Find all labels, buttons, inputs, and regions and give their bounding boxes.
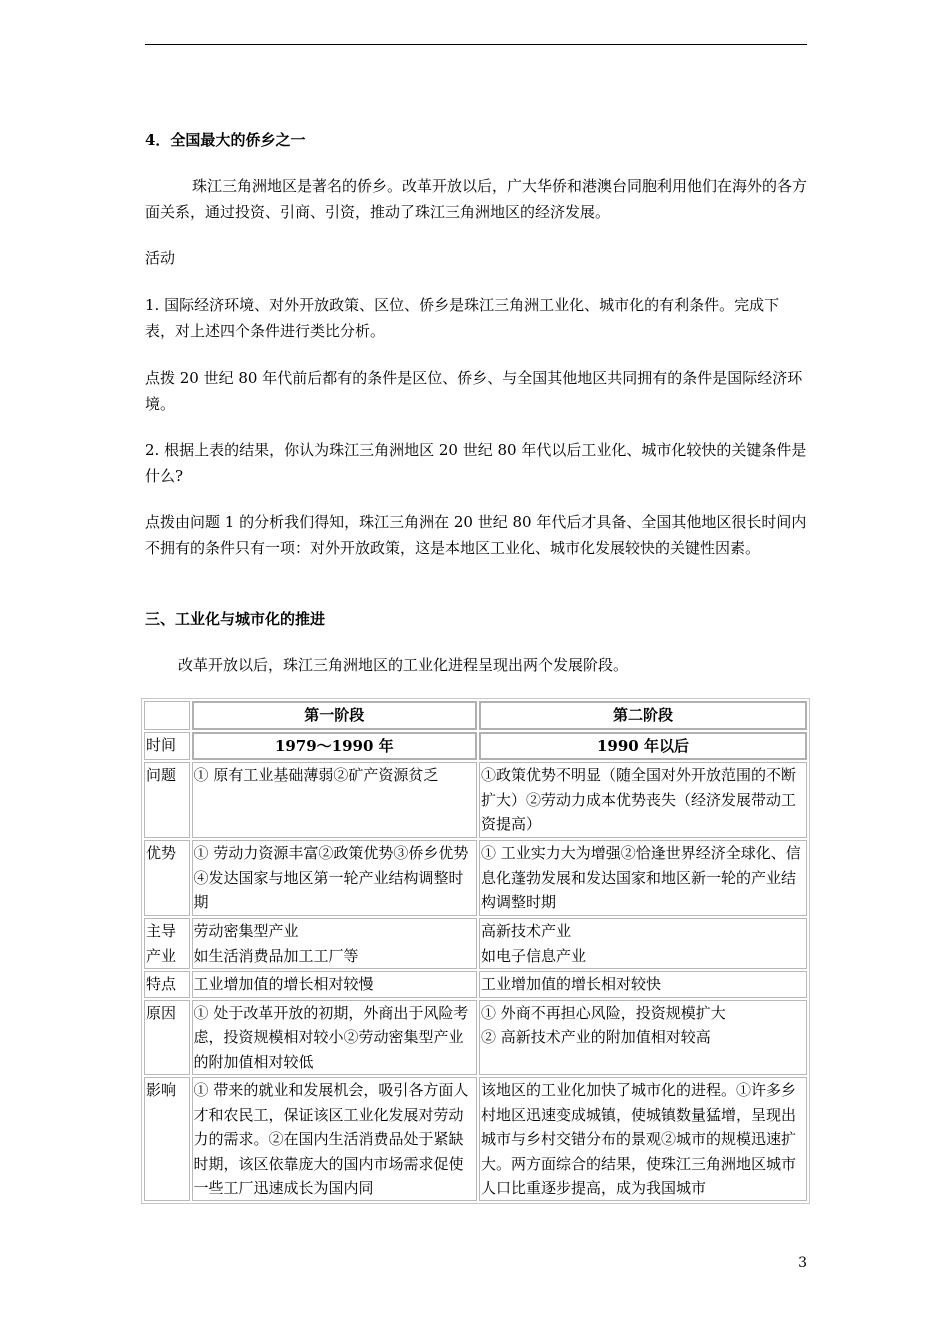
leading-industry-stage-1-example: 如生活消费品加工工厂等 <box>193 946 359 965</box>
table-row-advantage <box>144 840 807 916</box>
feature-stage-2: 工业增加值的增长相对较快 <box>479 971 807 998</box>
time-stage-2: 1990 年以后 <box>479 732 807 761</box>
row-label: 时间 <box>144 732 190 761</box>
table-row-reason <box>144 1000 807 1076</box>
impact-stage-2-text: 该地区的工业化加快了城市化的进程。①许多乡村地区迅速变成城镇，使城镇数量猛增，呈现出城市与乡村交错分布的景观②城市的规模迅速扩大。两方面综合的结果，使珠江三角洲地区城市人口比重逐步提高，成为我国城市 <box>481 1081 797 1197</box>
row-label: 问题 <box>144 762 190 838</box>
header-rule <box>145 44 807 45</box>
leading-industry-stage-1 <box>192 918 477 969</box>
leading-industry-stage-1-type: 劳动密集型产业 <box>193 922 299 940</box>
page-number: 3 <box>798 1255 807 1271</box>
table-header-stage-1: 第一阶段 <box>192 701 477 730</box>
table-row-impact <box>144 1077 807 1201</box>
table-header-row <box>144 701 807 730</box>
industrialization-stages-table <box>141 698 810 1204</box>
section-3-heading: 三、工业化与城市化的推进 <box>145 610 326 628</box>
activity-hint-1: 点拨 20 世纪 80 年代前后都有的条件是区位、侨乡、与全国其他地区共同拥有的条件是国际经济环境。 <box>145 369 803 413</box>
activity-label: 活动 <box>145 249 176 267</box>
table-row-problem <box>144 762 807 838</box>
row-label: 优势 <box>144 840 190 916</box>
section-3-intro: 改革开放以后，珠江三角洲地区的工业化进程呈现出两个发展阶段。 <box>178 656 629 674</box>
reason-stage-2-item-2: ② 高新技术产业的附加值相对较高 <box>481 1028 711 1046</box>
table-header-corner <box>144 701 190 730</box>
activity-hint-2: 点拨由问题 1 的分析我们得知，珠江三角洲在 20 世纪 80 年代后才具备、全国其他地区很长时间内不拥有的条件只有一项：对外开放政策，这是本地区工业化、城市化发展较快的关键性因素。 <box>145 513 807 557</box>
section-4-paragraph: 珠江三角洲地区是著名的侨乡。改革开放以后，广大华侨和港澳台同胞利用他们在海外的各方面关系，通过投资、引商、引资，推动了珠江三角洲地区的经济发展。 <box>145 177 808 221</box>
activity-question-1: 1. 国际经济环境、对外开放政策、区位、侨乡是珠江三角洲工业化、城市化的有利条件。完成下表，对上述四个条件进行类比分析。 <box>145 296 780 340</box>
row-label: 主导产业 <box>144 918 190 969</box>
section-4-heading: 4．全国最大的侨乡之一 <box>145 131 306 149</box>
table-row-time <box>144 732 807 761</box>
reason-stage-2-item-1: ① 外商不再担心风险，投资规模扩大 <box>481 1003 726 1022</box>
feature-stage-1: 工业增加值的增长相对较慢 <box>192 971 477 998</box>
row-label: 影响 <box>144 1077 190 1201</box>
table-header-stage-2: 第二阶段 <box>479 701 807 730</box>
time-stage-1: 1979～1990 年 <box>192 732 477 761</box>
table-row-leading-industry <box>144 918 807 969</box>
activity-question-2: 2. 根据上表的结果，你认为珠江三角洲地区 20 世纪 80 年代以后工业化、城市化较快的关键条件是什么? <box>145 441 807 485</box>
problem-stage-1: ① 原有工业基础薄弱②矿产资源贫乏 <box>192 762 477 838</box>
reason-stage-1: ① 处于改革开放的初期，外商出于风险考虑，投资规模相对较小②劳动密集型产业的附加值相对较低 <box>192 1000 477 1076</box>
table-row-feature <box>144 971 807 998</box>
advantage-stage-1: ① 劳动力资源丰富②政策优势③侨乡优势④发达国家与地区第一轮产业结构调整时期 <box>192 840 477 916</box>
leading-industry-stage-2-type: 高新技术产业 <box>481 922 572 940</box>
problem-stage-2: ①政策优势不明显（随全国对外开放范围的不断扩大）②劳动力成本优势丧失（经济发展带动工资提高） <box>479 762 807 838</box>
impact-stage-1-text: ① 带来的就业和发展机会，吸引各方面人才和农民工，保证该区工业化发展对劳动力的需求。②在国内生活消费品处于紧缺时期，该区依靠庞大的国内市场需求促使一些工厂迅速成长为国内同 <box>193 1081 469 1197</box>
leading-industry-stage-2 <box>479 918 807 969</box>
row-label: 原因 <box>144 1000 190 1076</box>
impact-stage-1 <box>192 1077 477 1201</box>
impact-stage-2 <box>479 1077 807 1201</box>
advantage-stage-2: ① 工业实力大为增强②恰逢世界经济全球化、信息化蓬勃发展和发达国家和地区新一轮的产业结构调整时期 <box>479 840 807 916</box>
row-label: 特点 <box>144 971 190 998</box>
reason-stage-2 <box>479 1000 807 1076</box>
leading-industry-stage-2-example: 如电子信息产业 <box>481 946 587 965</box>
